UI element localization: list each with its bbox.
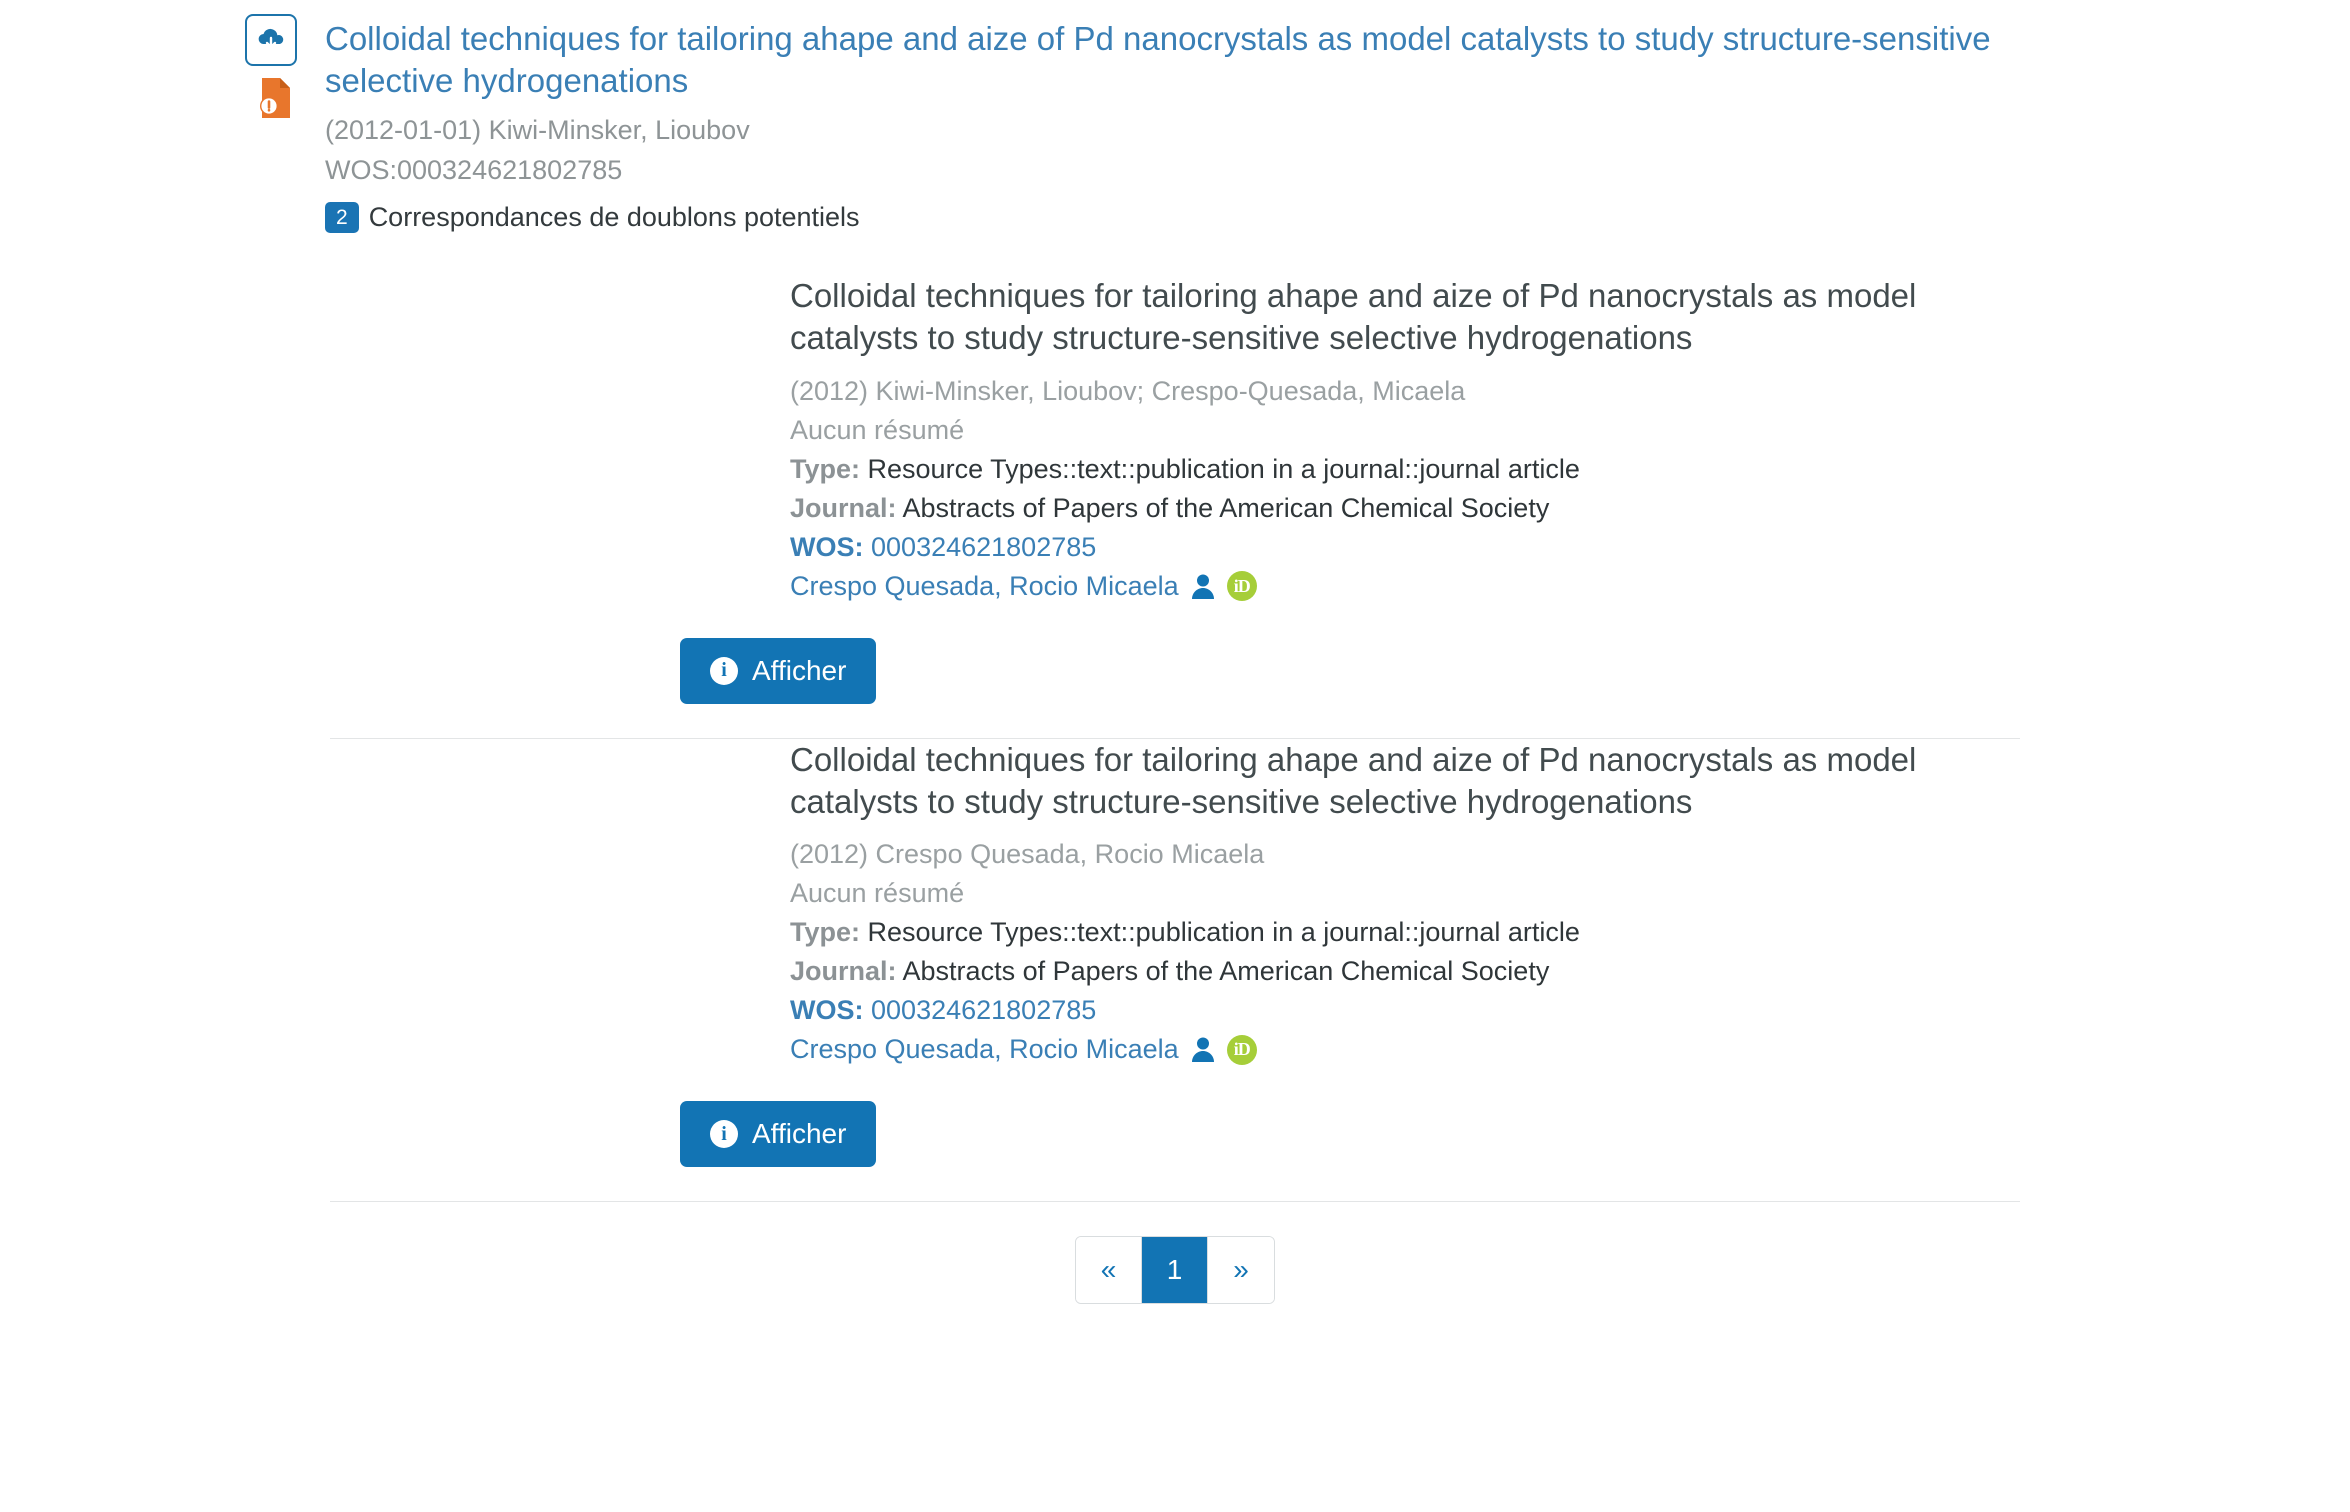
person-link[interactable]: Crespo Quesada, Rocio Micaela — [790, 570, 1179, 601]
view-button[interactable] — [680, 1101, 876, 1167]
pagination-page-1[interactable]: 1 — [1142, 1237, 1208, 1303]
list-item — [330, 739, 2020, 1202]
entry-type-label: Type: — [790, 917, 861, 948]
entry-journal — [790, 956, 2020, 987]
entry-abstract: Aucun résumé — [790, 878, 965, 909]
entry-authors: (2012) Kiwi-Minsker, Lioubov; Crespo-Quesada, Micaela — [790, 375, 1466, 406]
entry-wos-label: WOS: — [790, 995, 864, 1026]
entry-person — [790, 571, 2020, 602]
duplicates-count-badge: 2 — [325, 202, 359, 233]
record-identifier: WOS:000324621802785 — [325, 154, 623, 185]
pagination-next[interactable]: » — [1208, 1237, 1274, 1303]
entry-abstract: Aucun résumé — [790, 414, 965, 445]
entry-title: Colloidal techniques for tailoring ahape and aize of Pd nanocrystals as model catalysts to study structure-sensitive selective hydrogenations — [790, 740, 1917, 820]
duplicate-entry-list — [0, 275, 2350, 1202]
entry-type-value: Resource Types::text::publication in a journal::journal article — [867, 917, 1580, 948]
document-warning-icon[interactable] — [257, 76, 295, 120]
entry-wos-value: 000324621802785 — [871, 531, 1097, 562]
entry-person — [790, 1034, 2020, 1065]
orcid-icon[interactable]: iD — [1227, 571, 1257, 601]
person-icon — [1191, 1036, 1215, 1063]
info-icon: i — [710, 657, 738, 685]
entry-type — [790, 917, 2020, 948]
entry-wos — [790, 532, 2020, 563]
entry-type — [790, 454, 2020, 485]
duplicates-summary — [325, 202, 2350, 233]
entry-journal-value: Abstracts of Papers of the American Chemical Society — [902, 956, 1550, 987]
pagination — [1075, 1236, 1275, 1304]
entry-wos-value: 000324621802785 — [871, 995, 1097, 1026]
entry-authors: (2012) Crespo Quesada, Rocio Micaela — [790, 839, 1265, 870]
info-icon: i — [710, 1120, 738, 1148]
source-record — [0, 0, 2350, 233]
record-icon-group — [245, 14, 305, 120]
list-item — [330, 275, 2020, 738]
entry-title: Colloidal techniques for tailoring ahape and aize of Pd nanocrystals as model catalysts to study structure-sensitive selective hydrogenations — [790, 277, 1917, 357]
entry-journal-label: Journal: — [790, 492, 897, 523]
pagination-prev[interactable]: « — [1076, 1237, 1142, 1303]
entry-journal-value: Abstracts of Papers of the American Chemical Society — [902, 492, 1550, 523]
record-meta: (2012-01-01) Kiwi-Minsker, Lioubov — [325, 114, 750, 145]
pagination-container — [0, 1236, 2350, 1304]
entry-wos-label: WOS: — [790, 531, 864, 562]
entry-wos — [790, 995, 2020, 1026]
person-icon — [1191, 573, 1215, 600]
view-button-label: Afficher — [752, 654, 847, 686]
person-link[interactable]: Crespo Quesada, Rocio Micaela — [790, 1034, 1179, 1065]
record-title[interactable]: Colloidal techniques for tailoring ahape and aize of Pd nanocrystals as model catalysts to study structure-sensitive selective hydrogenations — [325, 20, 1991, 99]
cloud-download-icon[interactable] — [245, 14, 297, 66]
entry-type-label: Type: — [790, 453, 861, 484]
entry-type-value: Resource Types::text::publication in a journal::journal article — [867, 453, 1580, 484]
duplicates-label: Correspondances de doublons potentiels — [368, 202, 860, 233]
entry-journal-label: Journal: — [790, 956, 897, 987]
view-button-label: Afficher — [752, 1118, 847, 1150]
entry-journal — [790, 493, 2020, 524]
orcid-icon[interactable]: iD — [1227, 1035, 1257, 1065]
view-button[interactable] — [680, 638, 876, 704]
